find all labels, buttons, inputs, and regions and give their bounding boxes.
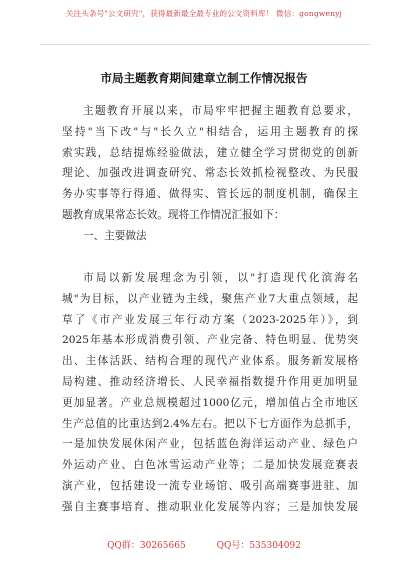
document-title: 市局主题教育期间建章立制工作情况报告 (100, 71, 308, 85)
section-paragraph (62, 268, 358, 518)
section-line: 草了《市产业发展三年行动方案（2023-2025年）》，到 (62, 313, 358, 326)
section-line: 市局以新发展理念为引领，以"打造现代化滨海名 (83, 272, 358, 284)
intro-line: 主题教育开展以来，市局牢牢把握主题教育总要求， (83, 105, 358, 117)
footer-contact (0, 538, 408, 551)
intro-line: 索实践，总结提炼经验做法，建立健全学习贯彻党的创新 (62, 146, 358, 159)
section-line: 2025年基本形成消费引领、产业完备、特色明显、优势突 (62, 334, 358, 347)
section-line: 局构建、推动经济增长、人民幸福指数提升作用更加明显 (62, 375, 358, 388)
header-banner: 关注头条号"公文研究"，获得最新最全最专业的公文资料库！ 微信：gongwenyj (65, 9, 343, 18)
qq-number: QQ号：535304092 (216, 541, 301, 551)
intro-line: 坚持"当下改"与"长久立"相结合，运用主题教育的探 (62, 125, 358, 138)
intro-line: 理论、加强改进调查研究、常态长效抓检视整改、为民服 (62, 167, 358, 180)
intro-line: 务办实事等行得通、做得实、管长远的制度机制，确保主 (62, 188, 358, 201)
intro-paragraph (62, 101, 358, 226)
intro-line: 题教育成果常态长效。现将工作情况汇报如下： (62, 208, 285, 221)
section-line: 外运动产业、白色冰雪运动产业等；二是加快发展竞赛表 (62, 459, 358, 472)
section-line: 一是加快发展休闲产业，包括蓝色海洋运动产业、绿色户 (62, 438, 358, 451)
section-heading: 一、主要做法 (83, 230, 147, 242)
section-line: 演产业，包括建设一流专业场馆、吸引高端赛事进驻、加 (62, 479, 358, 492)
header-divider (40, 44, 370, 45)
section-heading-block (62, 226, 358, 247)
qq-group: QQ群：30265665 (107, 541, 186, 551)
section-line: 更加显著。产业总规模超过1000亿元，增加值占全市地区 (62, 396, 358, 409)
section-line: 强自主赛事培育、推动职业化发展等内容；三是加快发展 (62, 500, 358, 513)
section-line: 出、主体活跃、结构合理的现代产业体系。服务新发展格 (62, 355, 358, 368)
section-line: 生产总值的比重达到2.4%左右。把以下七方面作为总抓手， (62, 417, 358, 430)
section-line: 城"为目标，以产业链为主线，聚焦产业7大重点领域，起 (62, 292, 358, 305)
